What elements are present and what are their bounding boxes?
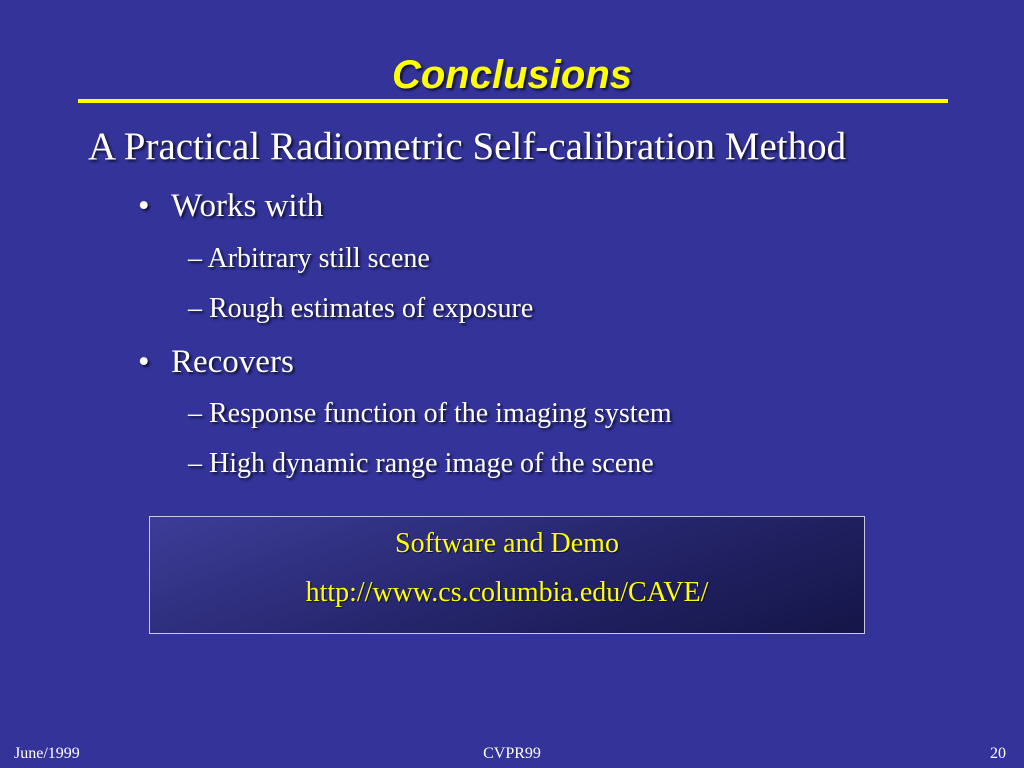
sub-item — [188, 447, 654, 481]
sub-item — [188, 242, 430, 276]
bullet-recovers — [138, 342, 294, 382]
bullet-dot-icon: • — [138, 188, 150, 224]
footer-page-number: 20 — [990, 745, 1006, 762]
footer-conference: CVPR99 — [483, 745, 541, 762]
demo-url-link[interactable]: http://www.cs.columbia.edu/CAVE/ — [305, 577, 709, 608]
sub-item-text: High dynamic range image of the scene — [209, 448, 654, 479]
sub-item-text: Rough estimates of exposure — [209, 293, 534, 324]
slide-subtitle: A Practical Radiometric Self-calibration Method — [88, 125, 847, 168]
sub-item-text: Arbitrary still scene — [207, 243, 430, 274]
bullet-works-with — [138, 186, 323, 226]
bullet-label: Works with — [171, 188, 324, 224]
demo-heading: Software and Demo — [395, 528, 619, 559]
dash-icon: – — [188, 293, 202, 324]
footer-date: June/1999 — [14, 745, 80, 762]
slide-title: Conclusions — [391, 53, 633, 97]
sub-item — [188, 397, 672, 431]
sub-item-text: Response function of the imaging system — [209, 398, 672, 429]
sub-item — [188, 292, 533, 326]
bullet-dot-icon: • — [138, 344, 150, 380]
dash-icon: – — [188, 243, 202, 274]
title-underline — [78, 99, 948, 103]
bullet-label: Recovers — [171, 344, 294, 380]
dash-icon: – — [188, 398, 202, 429]
dash-icon: – — [188, 448, 202, 479]
software-demo-box — [149, 516, 865, 634]
